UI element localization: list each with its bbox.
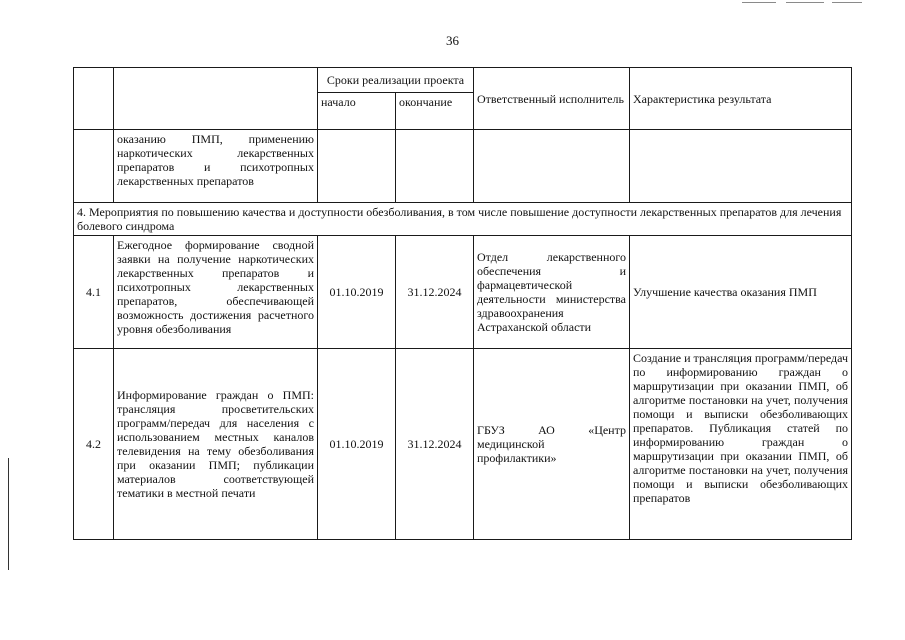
cont-result-cell: [630, 130, 852, 203]
header-num-cell: [74, 68, 114, 130]
page-number: 36: [446, 33, 459, 48]
header-responsible: Ответственный исполнитель: [474, 68, 630, 130]
table-row: [74, 236, 852, 349]
header-result: Характеристика результата: [630, 68, 852, 130]
start-date: 01.10.2019: [318, 349, 396, 540]
header-activity-cell: [114, 68, 318, 130]
top-scan-mark: [742, 2, 776, 3]
measures-table: [73, 67, 852, 540]
start-date: 01.10.2019: [318, 236, 396, 349]
cont-responsible-cell: [474, 130, 630, 203]
activity-text: Информирование граждан о ПМП: трансляция просветительских программ/передач для населения с использованием местных каналов телевидения на тему обезболивания при оказании ПМП; публикации материалов соответствующей тематики в местной печати: [114, 349, 318, 540]
cont-start-cell: [318, 130, 396, 203]
table-header-row: [74, 68, 852, 93]
scan-edge-mark: [8, 458, 9, 570]
table-row: [74, 130, 852, 203]
top-scan-mark: [786, 2, 824, 3]
end-date: 31.12.2024: [396, 349, 474, 540]
cont-num-cell: [74, 130, 114, 203]
header-start: начало: [318, 93, 396, 130]
cont-activity-text: оказанию ПМП, применению наркотических лекарственных препаратов и психотропных лекарственных препаратов: [114, 130, 318, 203]
row-number: 4.1: [74, 236, 114, 349]
header-deadlines: Сроки реализации проекта: [318, 68, 474, 93]
result-text: Создание и трансляция программ/передач по информированию граждан о маршрутизации при оказании ПМП, об алгоритме постановки на учет, получения помощи и выписки обезболивающих препаратов. Публикация статей по информированию граждан о маршрутизации при оказании ПМП, об алгоритме постановки на учет, получения помощи и выписки обезболивающих препаратов: [630, 349, 852, 540]
cont-end-cell: [396, 130, 474, 203]
table-row: [74, 349, 852, 540]
responsible-text: ГБУЗ АО «Центр медицинской профилактики»: [474, 349, 630, 540]
responsible-text: Отдел лекарственного обеспечения и фармацевтической деятельности министерства здравоохранения Астраханской области: [474, 236, 630, 349]
top-scan-mark: [832, 2, 862, 3]
row-number: 4.2: [74, 349, 114, 540]
result-text: Улучшение качества оказания ПМП: [630, 236, 852, 349]
section-row: [74, 203, 852, 236]
header-end: окончание: [396, 93, 474, 130]
end-date: 31.12.2024: [396, 236, 474, 349]
section-title: 4. Мероприятия по повышению качества и доступности обезболивания, в том числе повышение доступности лекарственных препаратов для лечения болевого синдрома: [74, 203, 852, 236]
activity-text: Ежегодное формирование сводной заявки на получение наркотических лекарственных препаратов и психотропных лекарственных препаратов, обеспечивающей возможность достижения расчетного уровня обезболивания: [114, 236, 318, 349]
